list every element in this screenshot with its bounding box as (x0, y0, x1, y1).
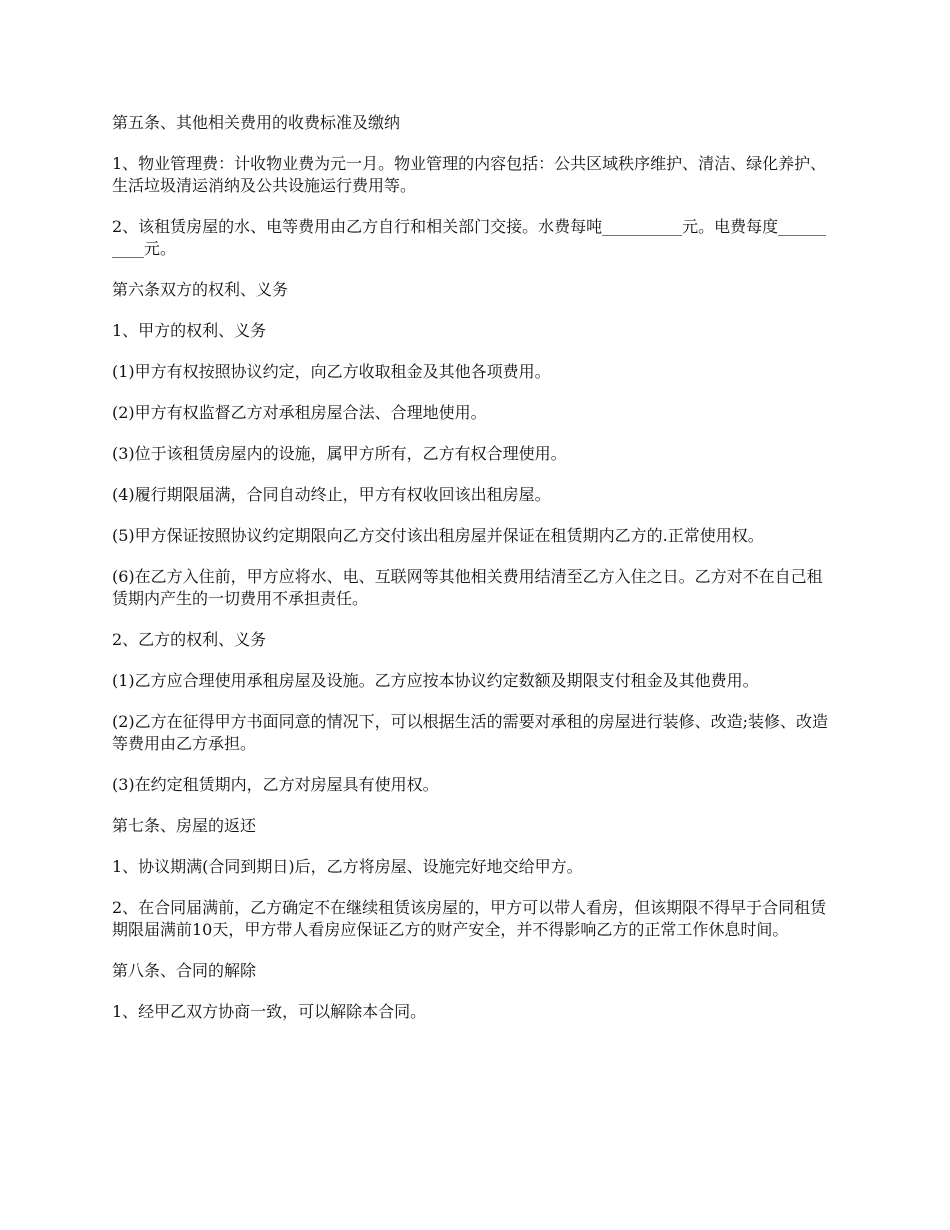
party-b-rights-subheading: 2、乙方的权利、义务 (112, 630, 267, 649)
termination-clause-1: 1、经甲乙双方协商一致，可以解除本合同。 (112, 1002, 427, 1021)
party-b-item-3: (3)在约定租赁期内，乙方对房屋具有使用权。 (112, 775, 439, 794)
article-6-heading: 第六条双方的权利、义务 (112, 280, 289, 299)
party-b-item-1: (1)乙方应合理使用承租房屋及设施。乙方应按本协议约定数额及期限支付租金及其他费用。 (112, 671, 759, 690)
party-a-item-3: (3)位于该租赁房屋内的设施，属甲方所有，乙方有权合理使用。 (112, 444, 567, 463)
party-a-rights-subheading: 1、甲方的权利、义务 (112, 321, 267, 340)
utilities-fee-clause: 2、该租赁房屋的水、电等费用由乙方自行和相关部门交接。水费每吨__________元。电费每度__________元。 (112, 217, 827, 258)
party-a-item-6: (6)在乙方入住前，甲方应将水、电、互联网等其他相关费用结清至乙方入住之日。乙方对不在自己租赁期内产生的一切费用不承担责任。 (112, 567, 823, 608)
party-a-item-5: (5)甲方保证按照协议约定期限向乙方交付该出租房屋并保证在租赁期内乙方的.正常使用权。 (112, 526, 764, 545)
article-5-heading: 第五条、其他相关费用的收费标准及缴纳 (112, 113, 401, 132)
party-a-item-2: (2)甲方有权监督乙方对承租房屋合法、合理地使用。 (112, 403, 487, 422)
party-a-item-4: (4)履行期限届满，合同自动终止，甲方有权收回该出租房屋。 (112, 485, 551, 504)
party-a-item-1: (1)甲方有权按照协议约定，向乙方收取租金及其他各项费用。 (112, 362, 551, 381)
return-clause-2: 2、在合同届满前，乙方确定不在继续租赁该房屋的，甲方可以带人看房，但该期限不得早于合同租赁期限届满前10天，甲方带人看房应保证乙方的财产安全，并不得影响乙方的正常工作休息时间。 (112, 898, 827, 939)
return-clause-1: 1、协议期满(合同到期日)后，乙方将房屋、设施完好地交给甲方。 (112, 857, 583, 876)
article-7-heading: 第七条、房屋的返还 (112, 816, 257, 835)
document-page (112, 112, 832, 1042)
party-b-item-2: (2)乙方在征得甲方书面同意的情况下，可以根据生活的需要对承租的房屋进行装修、改造;装修、改造等费用由乙方承担。 (112, 712, 829, 753)
article-8-heading: 第八条、合同的解除 (112, 961, 257, 980)
property-fee-clause: 1、物业管理费：计收物业费为元一月。物业管理的内容包括：公共区域秩序维护、清洁、绿化养护、生活垃圾清运消纳及公共设施运行费用等。 (112, 154, 827, 195)
